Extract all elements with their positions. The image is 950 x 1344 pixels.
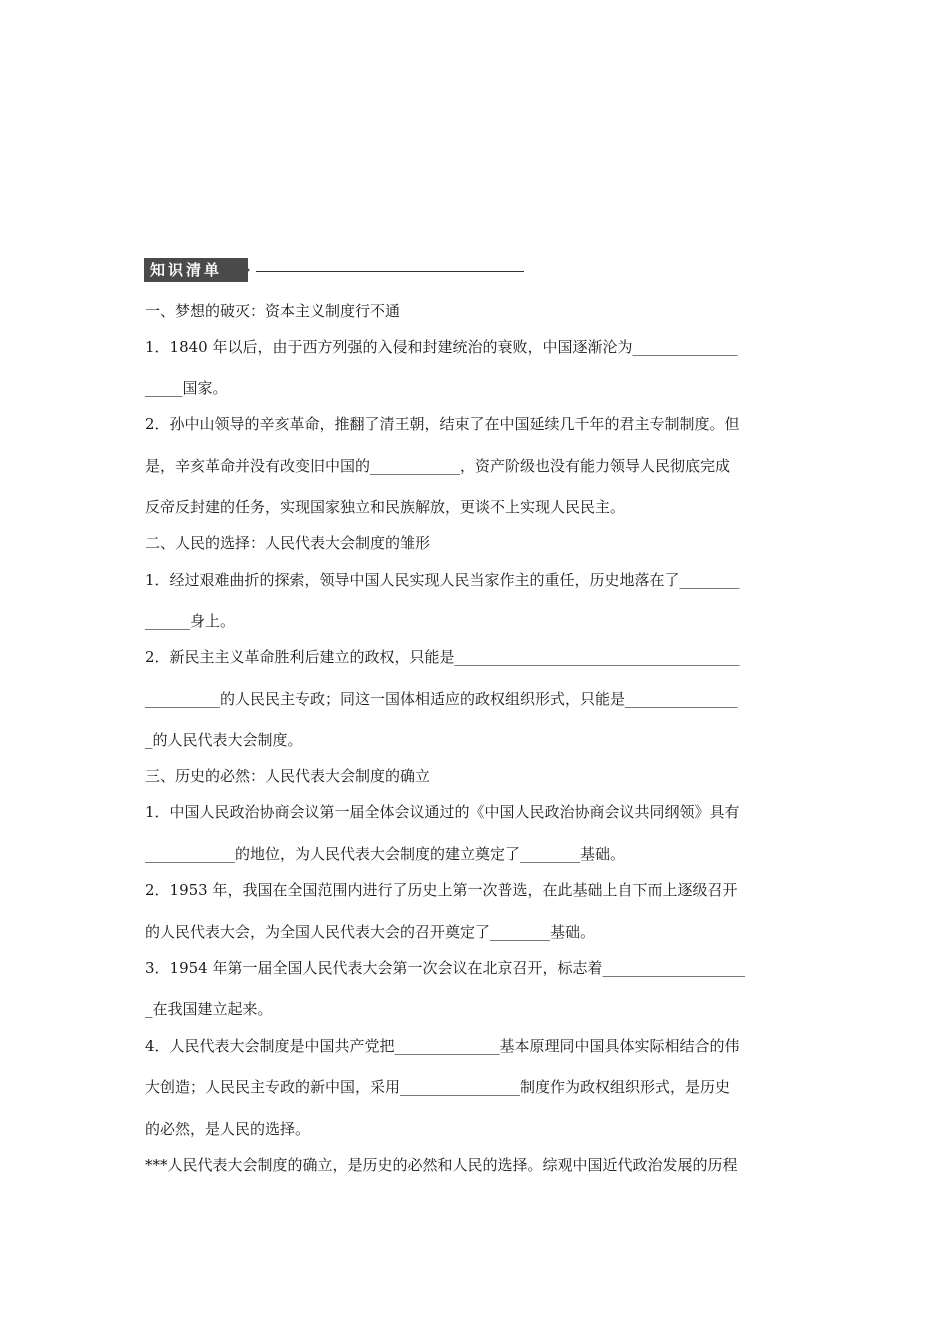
paragraph-line: 反帝反封建的任务，实现国家独立和民族解放，更谈不上实现人民民主。 [145, 498, 626, 516]
banner-arrow [236, 258, 250, 282]
paragraph-line: 4．人民代表大会制度是中国共产党把______________基本原理同中国具体实际相结合的伟 [145, 1037, 740, 1055]
paragraph-line: ______身上。 [145, 612, 236, 630]
paragraph-line: 的人民代表大会，为全国人民代表大会的召开奠定了________基础。 [145, 923, 596, 941]
section-title: 知识清单 [150, 261, 223, 279]
section-banner [144, 258, 524, 282]
heading-3: 三、历史的必然：人民代表大会制度的确立 [145, 767, 431, 785]
paragraph-line: _在我国建立起来。 [145, 1000, 273, 1018]
paragraph-line: 的必然，是人民的选择。 [145, 1120, 311, 1138]
paragraph-line: 2．1953 年，我国在全国范围内进行了历史上第一次普选，在此基础上自下而上逐级召开 [145, 881, 738, 899]
paragraph-line: ***人民代表大会制度的确立，是历史的必然和人民的选择。综观中国近代政治发展的历程 [145, 1156, 738, 1174]
heading-1: 一、梦想的破灭：资本主义制度行不通 [145, 302, 401, 320]
paragraph-line: _____国家。 [145, 379, 228, 397]
paragraph-line: ____________的地位，为人民代表大会制度的建立奠定了________基础。 [145, 845, 626, 863]
heading-2: 二、人民的选择：人民代表大会制度的雏形 [145, 534, 431, 552]
paragraph-line: 是，辛亥革命并没有改变旧中国的____________，资产阶级也没有能力领导人民彻底完成 [145, 457, 731, 475]
paragraph-line: _的人民代表大会制度。 [145, 731, 303, 749]
banner-rule [256, 271, 524, 272]
paragraph-line: __________的人民民主专政；同这一国体相适应的政权组织形式，只能是_______________ [145, 690, 738, 708]
paragraph-line: 2．孙中山领导的辛亥革命，推翻了清王朝，结束了在中国延续几千年的君主专制制度。但 [145, 415, 740, 433]
paragraph-line: 1．中国人民政治协商会议第一届全体会议通过的《中国人民政治协商会议共同纲领》具有 [145, 803, 740, 821]
paragraph-line: 大创造；人民民主专政的新中国，采用________________制度作为政权组织形式，是历史 [145, 1078, 731, 1096]
paragraph-line: 3．1954 年第一届全国人民代表大会第一次会议在北京召开，标志着___________________ [145, 959, 745, 977]
paragraph-line: 1．1840 年以后，由于西方列强的入侵和封建统治的衰败，中国逐渐沦为______________ [145, 338, 738, 356]
paragraph-line: 2．新民主主义革命胜利后建立的政权，只能是______________________________________ [145, 648, 740, 666]
paragraph-line: 1．经过艰难曲折的探索，领导中国人民实现人民当家作主的重任，历史地落在了________ [145, 571, 740, 589]
